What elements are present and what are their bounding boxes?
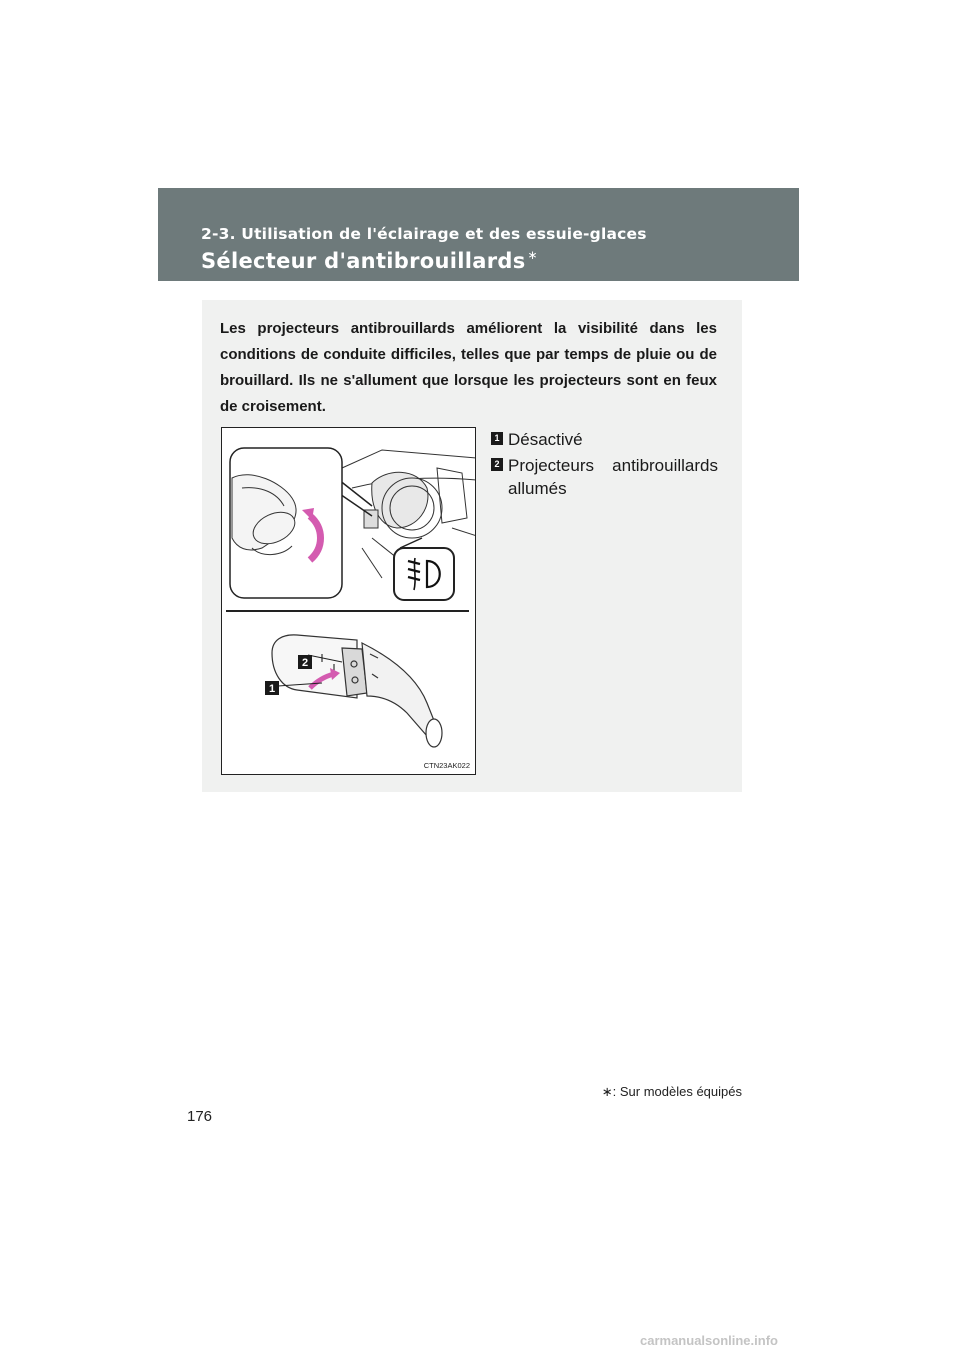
- legend: [491, 428, 718, 503]
- legend-number-2: 2: [491, 458, 503, 471]
- figure-code: CTN23AK022: [423, 761, 470, 770]
- section-label: 2-3. Utilisation de l'éclairage et des essuie-glaces: [201, 225, 647, 243]
- illustration-graphic: [222, 428, 476, 775]
- page-title: [201, 248, 538, 273]
- fog-switch-illustration: [221, 427, 476, 775]
- fog-indicator-box: [394, 548, 454, 600]
- legend-label-2-line1: Projecteurs antibrouillards: [508, 456, 718, 475]
- legend-item-1: [491, 428, 718, 451]
- legend-label-2-line2: allumés: [508, 479, 567, 498]
- intro-paragraph: Les projecteurs antibrouillards améliorent la visibilité dans les conditions de conduite difficiles, telles que par temps de pluie ou de brouillard. Ils ne s'allument que lorsque les projecteurs sont en feux de croisement.: [220, 320, 717, 415]
- title-marker: ∗: [527, 248, 538, 262]
- footnote: ∗: Sur modèles équipés: [601, 1084, 742, 1099]
- callout-badge-1: [265, 681, 279, 695]
- legend-label-1: Désactivé: [508, 430, 583, 449]
- legend-item-2: [491, 454, 718, 500]
- watermark: carmanualsonline.info: [640, 1333, 778, 1348]
- content-panel: [202, 300, 742, 792]
- switch-stalk-drawing: [272, 635, 442, 747]
- callout-1-label: 1: [268, 683, 276, 695]
- chapter-header: [158, 188, 799, 281]
- page-number: 176: [187, 1108, 213, 1125]
- callout-2-label: 2: [301, 657, 309, 669]
- page-title-text: Sélecteur d'antibrouillards: [201, 249, 526, 273]
- callout-badge-2: [298, 655, 312, 669]
- legend-number-1: 1: [491, 432, 503, 445]
